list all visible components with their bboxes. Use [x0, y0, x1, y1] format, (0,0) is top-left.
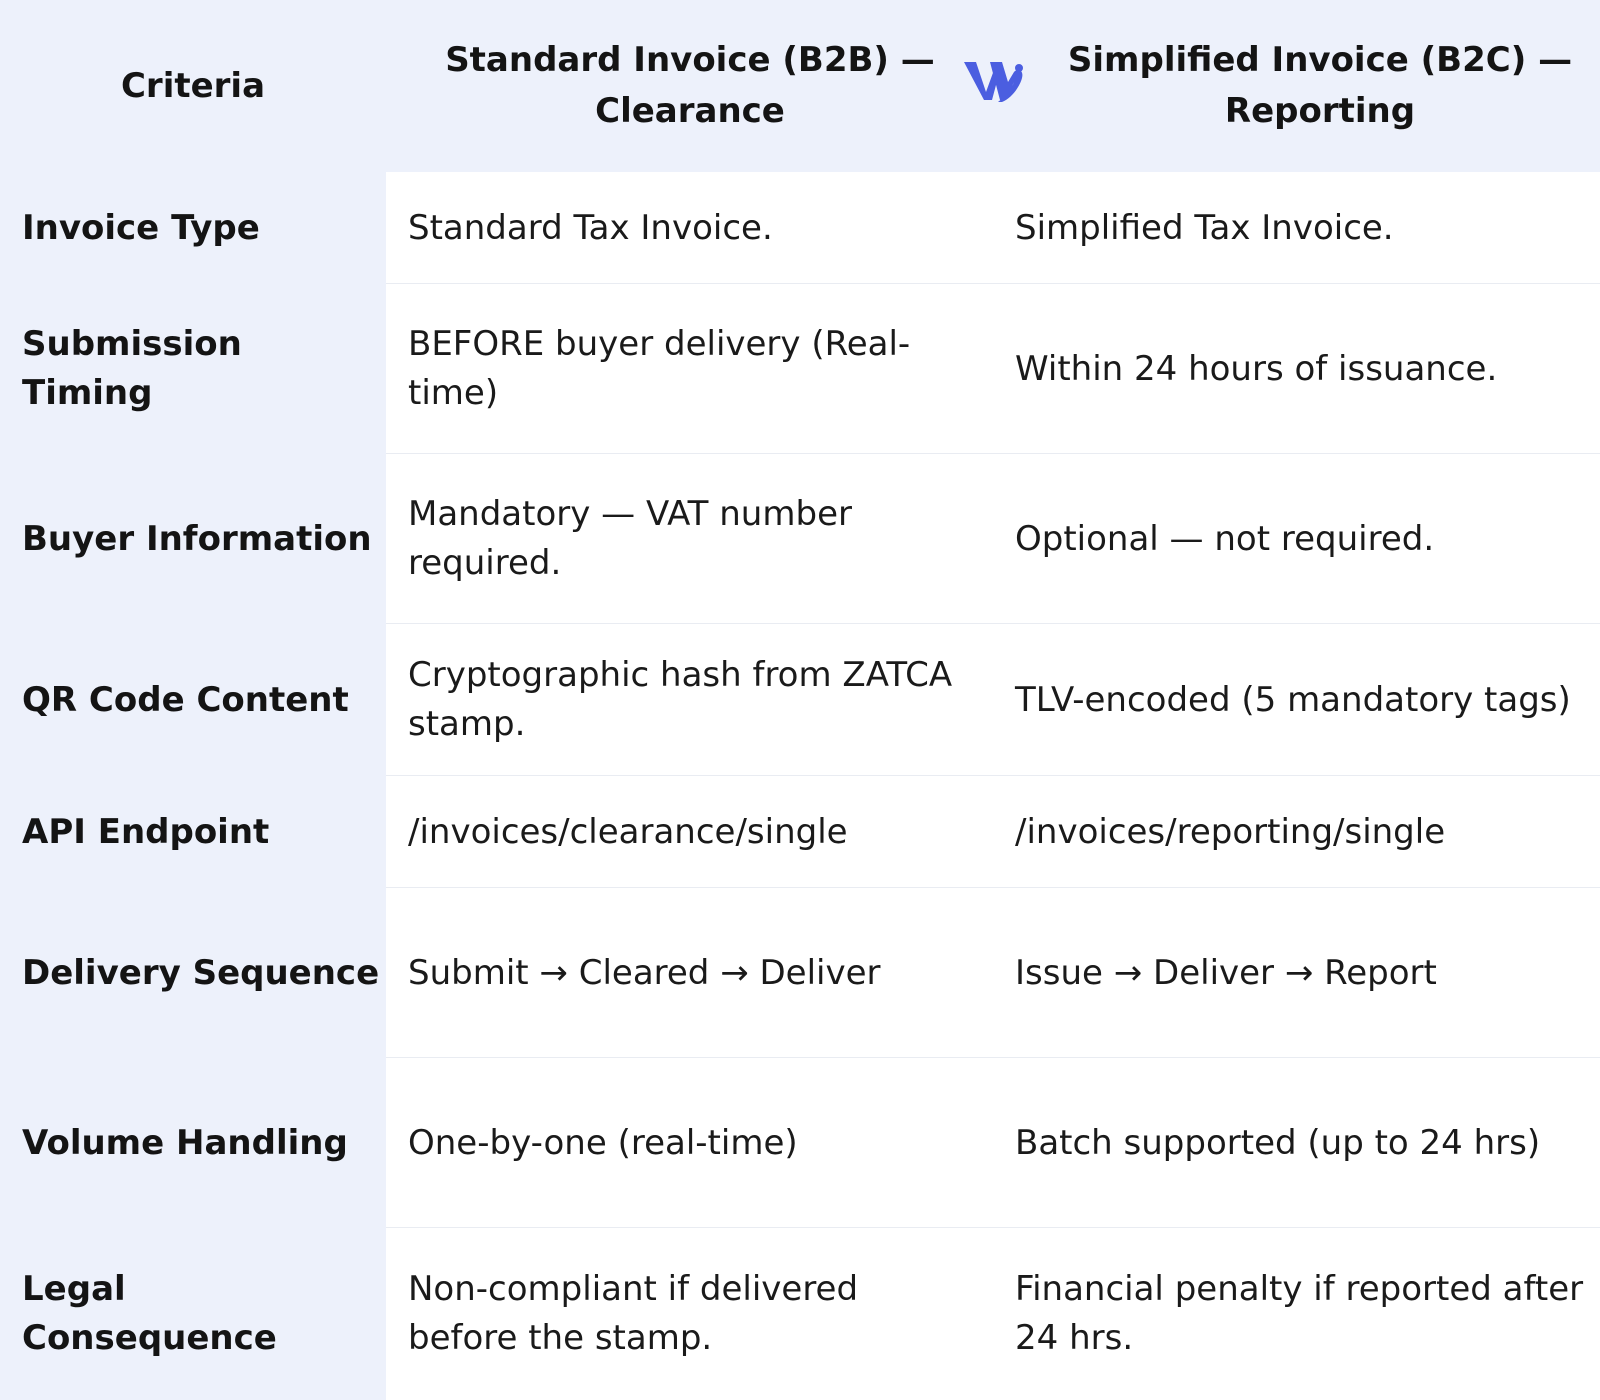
row-label: API Endpoint	[22, 811, 270, 852]
row-label: Legal Consequence	[22, 1269, 277, 1358]
row-label: Submission Timing	[22, 324, 242, 413]
row-simplified-value: Optional — not required.	[1015, 518, 1435, 559]
row-standard-value: Submit → Cleared → Deliver	[408, 952, 881, 993]
row-standard-value: Standard Tax Invoice.	[408, 207, 773, 248]
w-logo-icon	[962, 54, 1026, 110]
row-label: QR Code Content	[22, 679, 349, 720]
table-row-buyer-information	[0, 454, 1600, 624]
row-simplified-value: Batch supported (up to 24 hrs)	[1015, 1122, 1541, 1163]
header-standard	[410, 0, 970, 172]
row-label: Invoice Type	[22, 207, 260, 248]
table-header	[0, 0, 1600, 172]
table-row-submission-timing	[0, 284, 1600, 454]
header-criteria-label: Criteria	[120, 65, 266, 106]
row-label: Volume Handling	[22, 1122, 348, 1163]
row-label: Delivery Sequence	[22, 952, 380, 993]
table-row-invoice-type	[0, 172, 1600, 284]
table-row-delivery-sequence	[0, 888, 1600, 1058]
row-standard-value: Cryptographic hash from ZATCA stamp.	[408, 655, 953, 744]
row-simplified-value: Within 24 hours of issuance.	[1015, 348, 1498, 389]
header-standard-label: Standard Invoice (B2B) — Clearance	[445, 40, 935, 131]
row-simplified-value: Financial penalty if reported after 24 hrs.	[1015, 1269, 1584, 1358]
row-simplified-value: Issue → Deliver → Report	[1015, 952, 1437, 993]
row-simplified-value: Simplified Tax Invoice.	[1015, 207, 1394, 248]
table-row-volume-handling	[0, 1058, 1600, 1228]
row-standard-value: Non-compliant if delivered before the stamp.	[408, 1269, 859, 1358]
header-simplified	[1040, 0, 1600, 172]
row-label: Buyer Information	[22, 518, 372, 559]
row-standard-value: BEFORE buyer delivery (Real-time)	[408, 324, 911, 413]
header-simplified-label: Simplified Invoice (B2C) — Reporting	[1067, 40, 1573, 131]
table-row-legal-consequence	[0, 1228, 1600, 1400]
header-criteria	[0, 0, 386, 172]
row-simplified-value: TLV-encoded (5 mandatory tags)	[1015, 679, 1571, 720]
table-row-api-endpoint	[0, 776, 1600, 888]
row-standard-value: One-by-one (real-time)	[408, 1122, 798, 1163]
row-simplified-value: /invoices/reporting/single	[1015, 811, 1446, 852]
row-standard-value: Mandatory — VAT number required.	[408, 494, 852, 583]
row-standard-value: /invoices/clearance/single	[408, 811, 848, 852]
table-row-qr-code-content	[0, 624, 1600, 776]
